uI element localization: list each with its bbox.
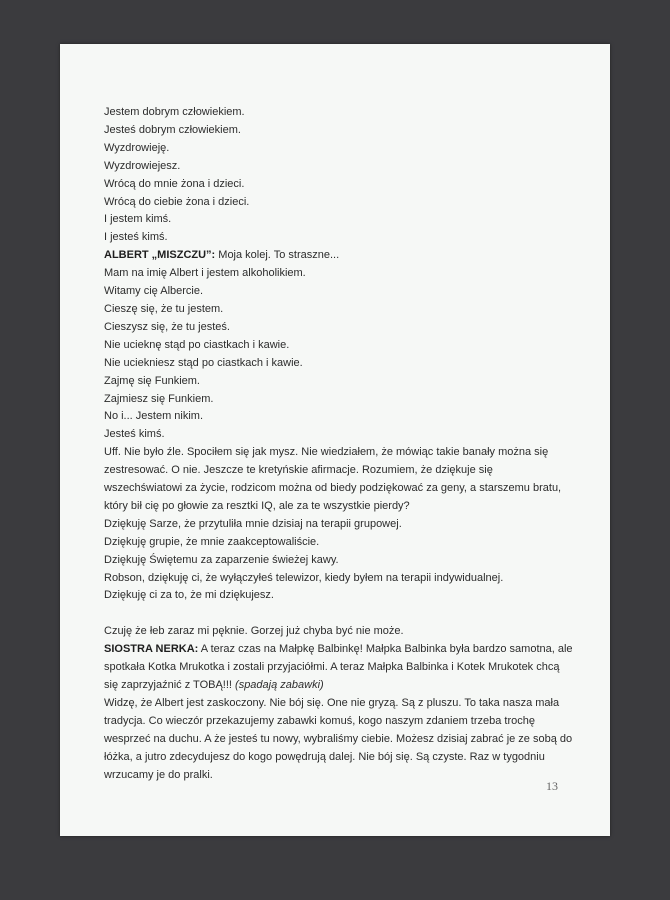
text-line: Czuję że łeb zaraz mi pęknie. Gorzej już chyba być nie może.	[104, 625, 404, 638]
text-line: Jestem dobrym człowiekiem.	[104, 106, 245, 118]
nerka-paragraph	[104, 641, 574, 695]
text-paragraph: Widzę, że Albert jest zaskoczony. Nie bój się. One nie gryzą. Są z pluszu. To taka nasza mała tradycja. Co wieczór przekazujemy zabawki komuś, kogo naszym zdaniem trzeba trochę wesprzeć na duchu. A że jesteś tu nowy, wybraliśmy ciebie. Możesz dzisiaj zabrać je ze sobą do łóżka, a jutro zdecydujesz do kogo powędrują dalej. Nie bój się. Są czyste. Raz w tygodniu wrzucamy je do pralki.	[104, 696, 573, 781]
text-line: Dziękuję Świętemu za zaparzenie świeżej kawy.	[104, 553, 339, 566]
text-line: Robson, dziękuję ci, że wyłączyłeś telewizor, kiedy byłem na terapii indywidualnej.	[104, 571, 504, 584]
page-text	[104, 104, 574, 784]
text-line: Jesteś dobrym człowiekiem.	[104, 123, 241, 136]
text-line: No i... Jestem nikim.	[104, 410, 204, 423]
text-line: I jesteś kimś.	[104, 231, 168, 244]
text-line: Wyzdrowieję.	[104, 141, 170, 154]
dialogue-text: A teraz czas na Małpkę Balbinkę! Małpka Balbinka była bardzo samotna, ale spotkała Kotka Mrukotka i zostali przyjaciółmi. A teraz Małpka Balbinka i Kotek Mrukotek chcą się zaprzyjaźnić z TOBĄ!!!	[104, 643, 573, 691]
text-line: Dziękuję ci za to, że mi dziękujesz.	[104, 589, 274, 602]
text-line: Witamy cię Albercie.	[104, 285, 204, 298]
text-line: Nie uciekniesz stąd po ciastkach i kawie.	[104, 356, 303, 369]
book-page	[60, 44, 610, 836]
text-line: Cieszę się, że tu jestem.	[104, 302, 224, 315]
albert-line	[104, 247, 574, 265]
text-line: Wrócą do ciebie żona i dzieci.	[104, 195, 250, 208]
text-line: Nie ucieknę stąd po ciastkach i kawie.	[104, 338, 290, 351]
stage-direction: (spadają zabawki)	[235, 678, 324, 691]
text-line: Dziękuję grupie, że mnie zaakceptowaliście.	[104, 535, 320, 548]
text-line: Dziękuję Sarze, że przytuliła mnie dzisiaj na terapii grupowej.	[104, 517, 402, 530]
text-paragraph: Uff. Nie było źle. Spociłem się jak mysz. Nie wiedziałem, że mówiąc takie banały można się zestresować. O nie. Jeszcze te kretyńskie afirmacje. Rozumiem, że dziękuje się wszechświatowi za życie, rodzicom można od biedy podziękować za geny, a starszemu bratu, który bił cię po głowie za resztki IQ, ale za te wszystkie pierdy?	[104, 446, 562, 512]
text-line: Zajmiesz się Funkiem.	[104, 392, 214, 405]
text-line: Zajmę się Funkiem.	[104, 374, 200, 387]
dialogue-text: Moja kolej. To straszne...	[215, 249, 340, 262]
text-line: Cieszysz się, że tu jesteś.	[104, 320, 230, 333]
text-line: I jestem kimś.	[104, 213, 172, 226]
text-line: Mam na imię Albert i jestem alkoholikiem.	[104, 267, 306, 280]
text-line: Wyzdrowiejesz.	[104, 159, 181, 172]
page-number: 13	[546, 779, 558, 793]
paragraph-gap	[104, 605, 574, 623]
speaker-name: ALBERT „MISZCZU”:	[104, 249, 216, 262]
text-line: Wrócą do mnie żona i dzieci.	[104, 177, 245, 190]
speaker-name: SIOSTRA NERKA:	[104, 643, 199, 656]
text-line: Jesteś kimś.	[104, 428, 165, 441]
